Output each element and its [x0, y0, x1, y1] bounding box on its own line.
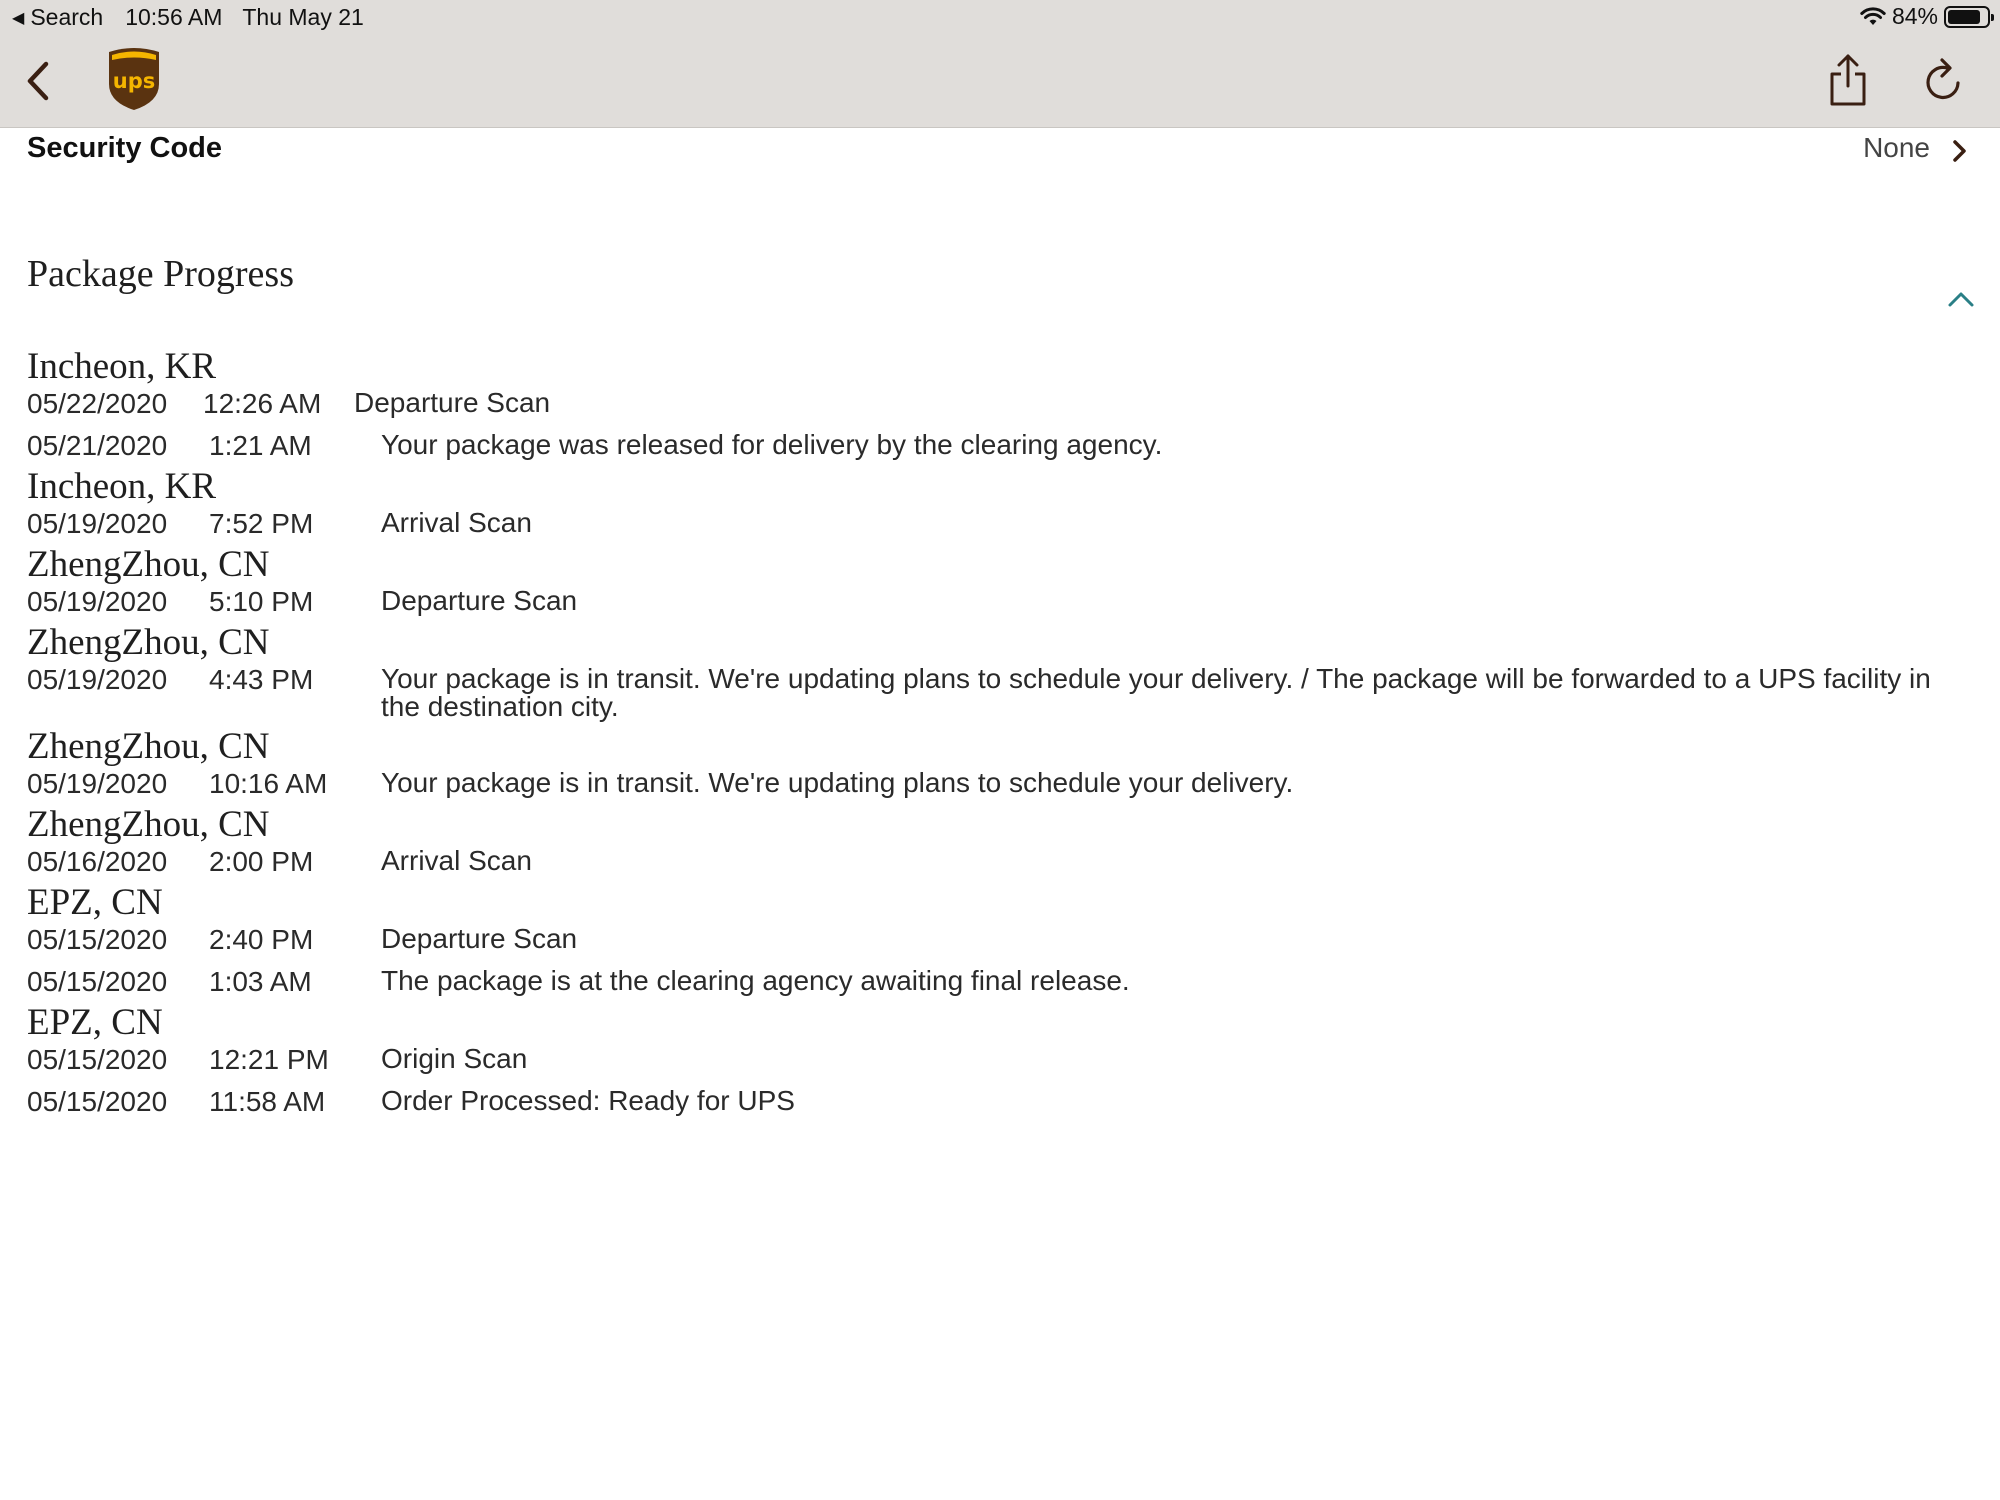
event-location: Incheon, KR	[27, 346, 217, 387]
event-row	[27, 967, 1977, 997]
event-location: EPZ, CN	[27, 1002, 163, 1043]
event-location: EPZ, CN	[27, 882, 163, 923]
event-description: Departure Scan	[381, 923, 578, 954]
event-time: 5:10 PM	[209, 586, 314, 617]
chevron-right-icon[interactable]	[1948, 138, 1970, 164]
chevron-up-icon[interactable]	[1946, 288, 1976, 310]
event-location: ZhengZhou, CN	[27, 804, 270, 845]
event-description: The package is at the clearing agency awaiting final release.	[381, 965, 1130, 996]
event-date: 05/15/2020	[27, 966, 168, 997]
event-time: 12:26 AM	[203, 388, 322, 419]
refresh-icon[interactable]	[1920, 54, 1968, 106]
event-date: 05/15/2020	[27, 924, 168, 955]
event-row	[27, 769, 1977, 799]
event-date: 05/22/2020	[27, 388, 168, 419]
event-row	[27, 509, 1977, 539]
event-date: 05/19/2020	[27, 664, 168, 695]
event-row	[27, 389, 1977, 419]
event-date: 05/21/2020	[27, 430, 168, 461]
back-to-app-icon[interactable]: ◀	[12, 9, 25, 27]
event-description: Departure Scan	[354, 387, 551, 418]
event-time: 12:21 PM	[209, 1044, 329, 1075]
security-code-value[interactable]: None	[1863, 132, 1930, 163]
event-time: 11:58 AM	[209, 1086, 326, 1117]
event-row	[27, 1045, 1977, 1075]
event-row	[27, 431, 1977, 461]
event-time: 4:43 PM	[209, 664, 314, 695]
wifi-icon	[1860, 7, 1886, 27]
back-chevron-icon[interactable]	[18, 56, 58, 106]
event-date: 05/19/2020	[27, 768, 168, 799]
status-time: 10:56 AM	[125, 4, 223, 30]
event-location: ZhengZhou, CN	[27, 544, 270, 585]
event-date: 05/15/2020	[27, 1044, 168, 1075]
event-date: 05/19/2020	[27, 508, 168, 539]
section-title: Package Progress	[27, 253, 294, 295]
event-date: 05/15/2020	[27, 1086, 168, 1117]
event-row	[27, 665, 1977, 721]
event-location: ZhengZhou, CN	[27, 622, 270, 663]
svg-text:ups: ups	[112, 69, 156, 93]
event-description: Arrival Scan	[381, 845, 532, 876]
event-date: 05/16/2020	[27, 846, 168, 877]
event-date: 05/19/2020	[27, 586, 168, 617]
event-row	[27, 1087, 1977, 1117]
event-time: 2:00 PM	[209, 846, 314, 877]
event-description: Your package is in transit. We're updating plans to schedule your delivery. / The package will be forwarded to a UPS facility in the destination city.	[381, 663, 1931, 722]
ups-logo	[106, 46, 162, 112]
event-time: 1:03 AM	[209, 966, 312, 997]
content-area[interactable]	[0, 128, 2000, 1500]
event-time: 2:40 PM	[209, 924, 314, 955]
event-description: Your package is in transit. We're updating plans to schedule your delivery.	[381, 767, 1294, 798]
event-description: Origin Scan	[381, 1043, 528, 1074]
event-time: 10:16 AM	[209, 768, 328, 799]
event-description: Arrival Scan	[381, 507, 532, 538]
event-description: Your package was released for delivery by the clearing agency.	[381, 429, 1163, 460]
security-code-label: Security Code	[27, 132, 222, 164]
package-progress-list	[27, 341, 1977, 1117]
share-icon[interactable]	[1826, 52, 1870, 108]
event-description: Departure Scan	[381, 585, 578, 616]
battery-percent: 84%	[1891, 3, 1938, 29]
event-row	[27, 925, 1977, 955]
status-bar	[0, 0, 2000, 36]
status-date: Thu May 21	[242, 4, 364, 30]
event-row	[27, 587, 1977, 617]
event-time: 1:21 AM	[209, 430, 312, 461]
event-time: 7:52 PM	[209, 508, 314, 539]
status-bar-right	[1860, 3, 1990, 30]
battery-level	[1948, 10, 1980, 24]
event-row	[27, 847, 1977, 877]
battery-icon	[1944, 6, 1990, 28]
nav-bar	[0, 36, 2000, 128]
event-location: Incheon, KR	[27, 466, 217, 507]
status-bar-left	[12, 4, 364, 31]
event-description: Order Processed: Ready for UPS	[381, 1085, 795, 1116]
back-to-app-label[interactable]: Search	[30, 4, 104, 30]
event-location: ZhengZhou, CN	[27, 726, 270, 767]
